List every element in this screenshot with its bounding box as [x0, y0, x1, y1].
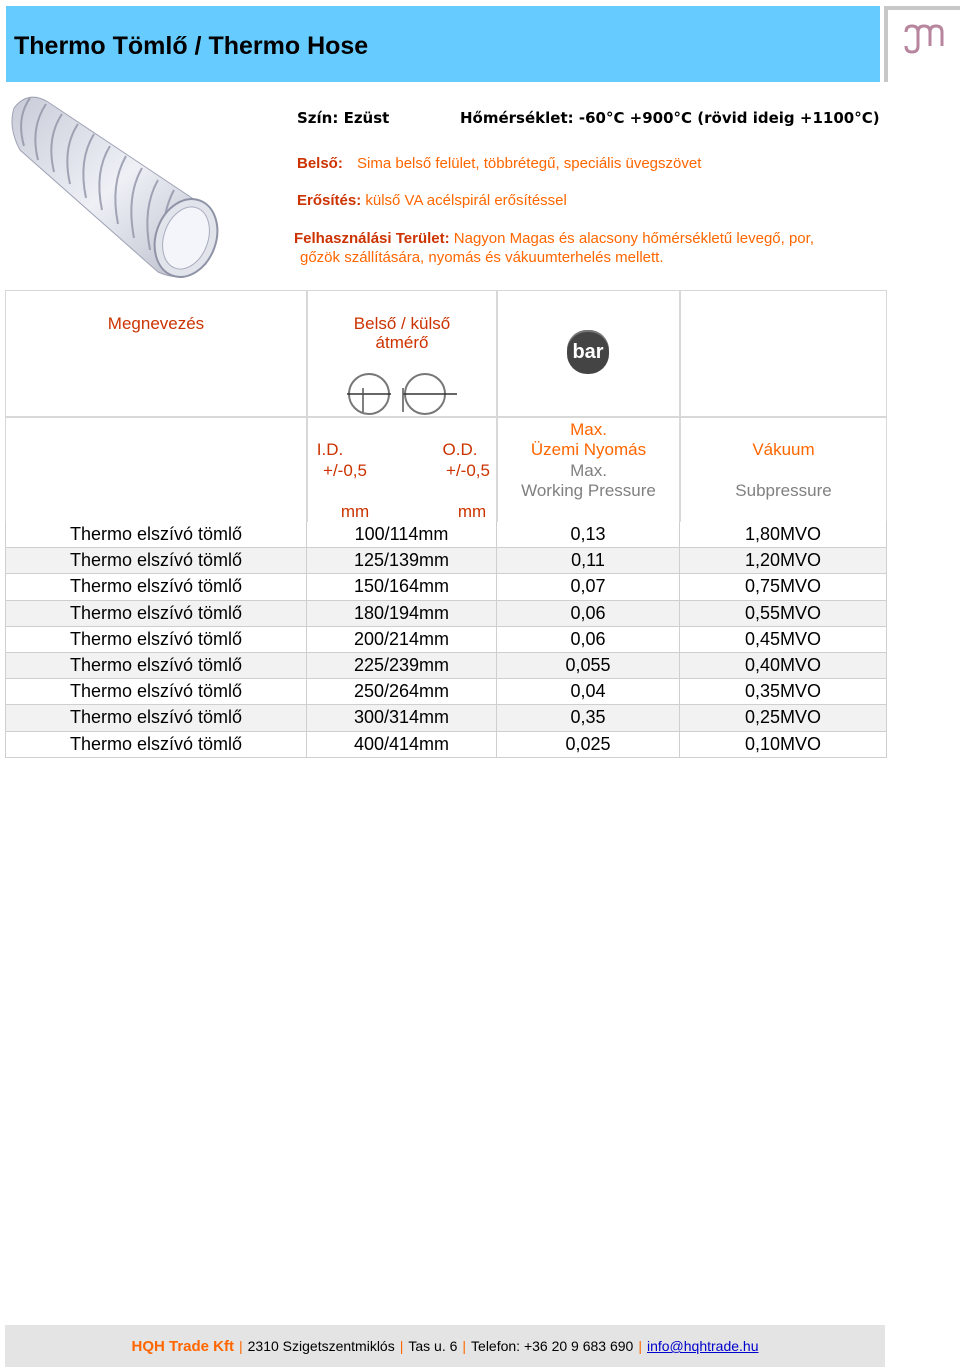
- footer-separator: |: [239, 1338, 243, 1354]
- footer-address: 2310 Szigetszentmiklós: [247, 1338, 395, 1354]
- row-vacuum: 1,20MVO: [680, 548, 887, 573]
- row-diameter: 150/164mm: [307, 574, 497, 599]
- od-label: O.D.: [442, 440, 478, 459]
- hose-image: [8, 88, 220, 288]
- row-pressure: 0,06: [497, 627, 680, 652]
- row-vacuum: 0,45MVO: [680, 627, 887, 652]
- inner-value: Sima belső felület, többrétegű, speciális üvegszövet: [357, 155, 702, 172]
- row-name: Thermo elszívó tömlő: [5, 601, 307, 626]
- bar-icon: [567, 330, 609, 374]
- footer-street: Tas u. 6: [408, 1338, 458, 1354]
- row-diameter: 180/194mm: [307, 601, 497, 626]
- color-spec: Szín: Ezüst: [297, 109, 390, 127]
- table-row: [5, 574, 887, 600]
- reinforcement-label: Erősítés:: [297, 192, 362, 209]
- row-vacuum: 0,25MVO: [680, 705, 887, 730]
- footer-separator: |: [638, 1338, 642, 1354]
- footer: [5, 1325, 885, 1367]
- product-table: [5, 522, 887, 758]
- row-vacuum: 0,35MVO: [680, 679, 887, 704]
- page-title: Thermo Tömlő / Thermo Hose: [14, 32, 369, 60]
- table-row: [5, 653, 887, 679]
- vacuum-header-hu: Vákuum: [752, 440, 815, 459]
- row-name: Thermo elszívó tömlő: [5, 679, 307, 704]
- usage-value-2: gőzök szállítására, nyomás és vákuumterhelés mellett.: [300, 249, 664, 266]
- usage-value-1: Nagyon Magas és alacsony hőmérsékletű levegő, por,: [453, 230, 814, 247]
- col-diameter-header-1: Belső / külső: [353, 314, 451, 333]
- table-row: [5, 627, 887, 653]
- footer-company: HQH Trade Kft: [131, 1337, 234, 1355]
- header-bar: [6, 6, 880, 82]
- reinforcement-spec: [297, 192, 567, 209]
- id-unit: mm: [340, 502, 370, 521]
- row-diameter: 200/214mm: [307, 627, 497, 652]
- table-row: [5, 705, 887, 731]
- row-name: Thermo elszívó tömlő: [5, 574, 307, 599]
- inner-spec: [297, 155, 701, 172]
- row-name: Thermo elszívó tömlő: [5, 705, 307, 730]
- pressure-max-1: Max.: [570, 420, 607, 439]
- table-row: [5, 548, 887, 574]
- row-diameter: 400/414mm: [307, 732, 497, 757]
- row-pressure: 0,055: [497, 653, 680, 678]
- table-header: [5, 290, 887, 522]
- row-diameter: 225/239mm: [307, 653, 497, 678]
- row-pressure: 0,025: [497, 732, 680, 757]
- row-vacuum: 1,80MVO: [680, 522, 887, 547]
- col-name-header: Megnevezés: [107, 314, 205, 333]
- row-vacuum: 0,10MVO: [680, 732, 887, 757]
- diameter-diagram-icon: [341, 368, 461, 416]
- footer-email-link[interactable]: info@hqhtrade.hu: [646, 1338, 759, 1354]
- pressure-header-hu: Üzemi Nyomás: [530, 440, 647, 459]
- id-label: I.D.: [316, 440, 344, 459]
- reinforcement-value: külső VA acélspirál erősítéssel: [365, 192, 567, 209]
- row-name: Thermo elszívó tömlő: [5, 627, 307, 652]
- row-pressure: 0,07: [497, 574, 680, 599]
- brand-logo-icon: [902, 24, 946, 54]
- logo: [884, 6, 960, 82]
- row-vacuum: 0,40MVO: [680, 653, 887, 678]
- vacuum-header-en: Subpressure: [735, 481, 832, 500]
- od-tolerance: +/-0,5: [446, 461, 490, 480]
- footer-separator: |: [399, 1338, 404, 1354]
- od-unit: mm: [457, 502, 487, 521]
- table-row: [5, 601, 887, 627]
- usage-spec-cont: [300, 249, 664, 266]
- pressure-header-en: Working Pressure: [521, 481, 656, 500]
- row-name: Thermo elszívó tömlő: [5, 732, 307, 757]
- footer-phone: Telefon: +36 20 9 683 690: [471, 1338, 634, 1354]
- row-pressure: 0,06: [497, 601, 680, 626]
- row-name: Thermo elszívó tömlő: [5, 522, 307, 547]
- bar-icon-label: bar: [572, 340, 604, 363]
- row-vacuum: 0,55MVO: [680, 601, 887, 626]
- row-diameter: 125/139mm: [307, 548, 497, 573]
- usage-label: Felhasználási Terület:: [294, 230, 450, 247]
- footer-separator: |: [462, 1338, 467, 1354]
- row-pressure: 0,35: [497, 705, 680, 730]
- row-name: Thermo elszívó tömlő: [5, 653, 307, 678]
- temperature-spec: Hőmérséklet: -60°C +900°C (rövid ideig +1100°C): [460, 109, 880, 127]
- row-vacuum: 0,75MVO: [680, 574, 887, 599]
- pressure-max-2: Max.: [570, 461, 607, 480]
- row-pressure: 0,13: [497, 522, 680, 547]
- usage-spec: [294, 230, 814, 247]
- col-diameter-header-2: átmérő: [375, 333, 429, 352]
- row-diameter: 250/264mm: [307, 679, 497, 704]
- table-row: [5, 732, 887, 758]
- table-row: [5, 679, 887, 705]
- row-pressure: 0,11: [497, 548, 680, 573]
- row-diameter: 100/114mm: [307, 522, 497, 547]
- row-pressure: 0,04: [497, 679, 680, 704]
- id-tolerance: +/-0,5: [323, 461, 367, 480]
- inner-label: Belső:: [297, 155, 343, 172]
- row-name: Thermo elszívó tömlő: [5, 548, 307, 573]
- row-diameter: 300/314mm: [307, 705, 497, 730]
- table-row: [5, 522, 887, 548]
